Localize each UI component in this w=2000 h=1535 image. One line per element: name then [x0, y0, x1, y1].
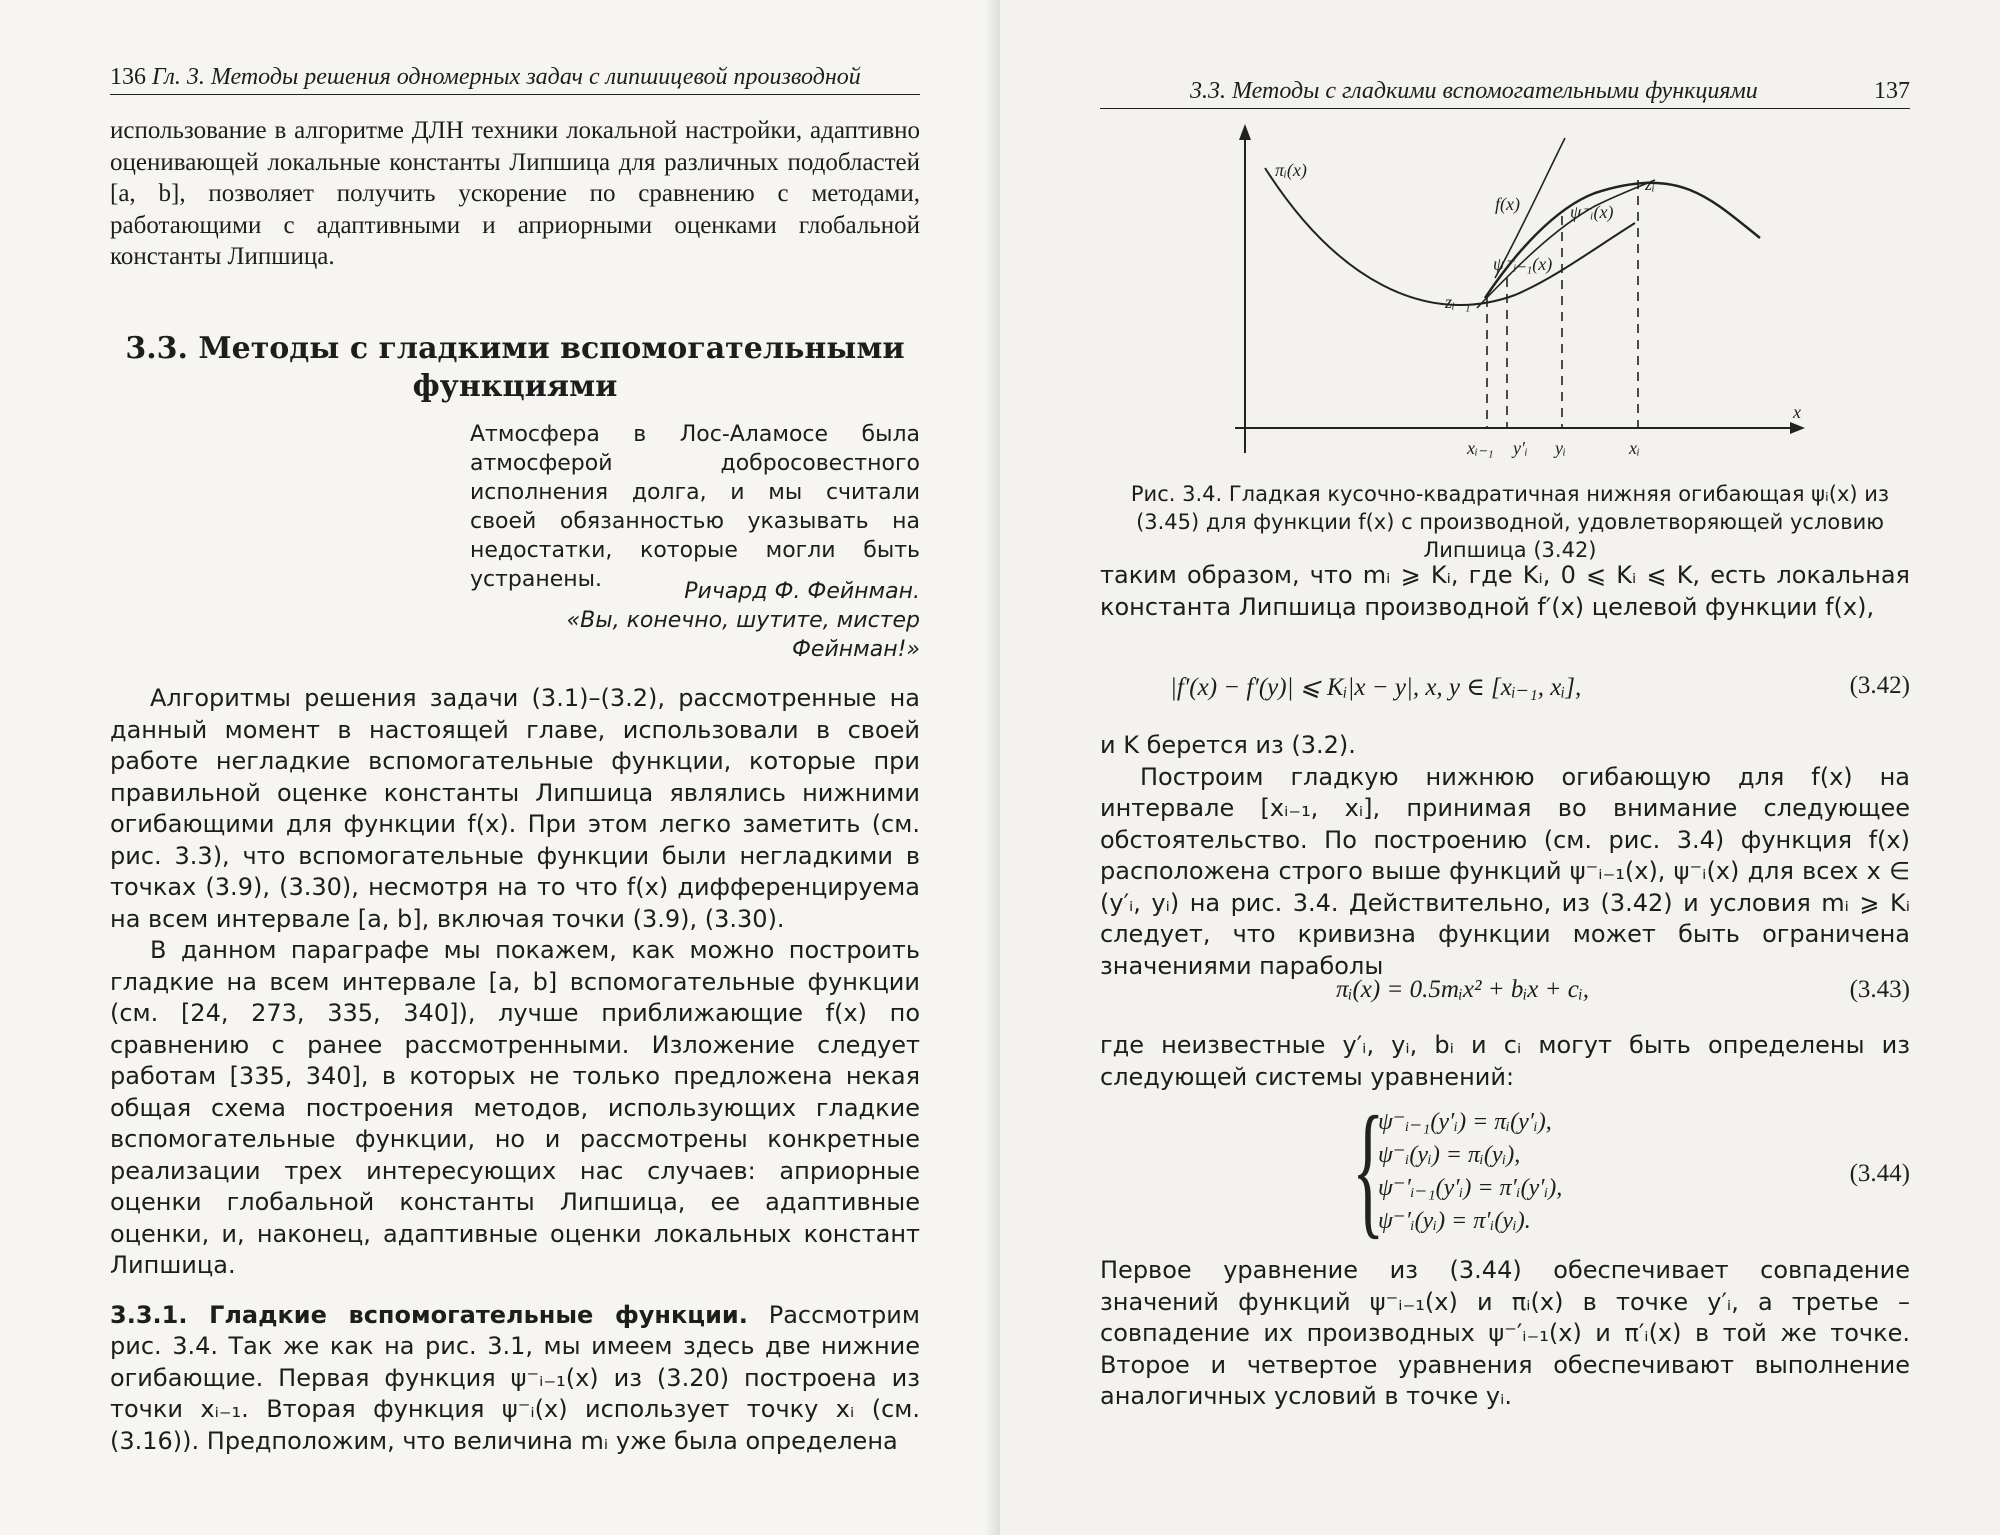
intro-paragraph-block [110, 115, 920, 273]
right-page-number: 137 [1874, 78, 1910, 104]
equation-3-44-number: (3.44) [1849, 1160, 1910, 1187]
label-psi-i: ψ⁻ᵢ(x) [1570, 202, 1614, 222]
system-line-1: ψ⁻ᵢ₋₁(y′ᵢ) = πᵢ(y′ᵢ), [1378, 1109, 1552, 1135]
epigraph: Атмосфера в Лос-Аламосе была атмосферой добросовестного исполнения долга, и мы считали своей обязанностью указывать на недостатки, которые могли быть устранены. [470, 422, 920, 592]
right-paragraph-2: и K берется из (3.2). [1100, 731, 1356, 759]
equation-system-3-44 [1378, 1106, 1562, 1238]
system-line-4: ψ⁻′ᵢ(yᵢ) = π′ᵢ(yᵢ). [1378, 1208, 1531, 1234]
label-x-i: xᵢ [1629, 438, 1640, 458]
x-axis-arrow [1790, 422, 1805, 434]
equation-3-43-number: (3.43) [1849, 976, 1910, 1003]
subsection-title: 3.3.1. Гладкие вспомогательные функции. [110, 1300, 748, 1329]
label-x-axis: x [1793, 402, 1801, 422]
paragraph-1: Алгоритмы решения задачи (3.1)–(3.2), рассмотренные на данный момент в настоящей главе, использовали в своей работе негладкие вспомогательные функции, которые при правильной оценке константы Липшица являлись нижними огибающими для функции f(x). При этом легко заметить (см. рис. 3.3), что вспомогательные функции были негладкими в точках (3.9), (3.30), несмотря на то что f(x) дифференцируема на всем интервале [a, b], включая точки (3.9), (3.30). [110, 684, 920, 933]
left-page-number: 136 [110, 64, 146, 90]
parabola-curve [1265, 168, 1635, 305]
label-f: f(x) [1495, 194, 1520, 214]
label-pi: πᵢ(x) [1275, 160, 1307, 180]
right-running-header [1100, 78, 1910, 109]
left-header-title: Гл. 3. Методы решения одномерных задач с липшицевой производной [152, 64, 861, 90]
section-title: 3.3. Методы с гладкими вспомогательными функциями [125, 331, 905, 404]
right-paragraph-3: Построим гладкую нижнюю огибающую для f(x) на интервале [xᵢ₋₁, xᵢ], принимая во внимание следующее обстоятельство. По построению (см. рис. 3.4) функция f(x) расположена строго выше функций ψ⁻ᵢ₋₁(x), ψ⁻ᵢ(x) для всех x ∈ (y′ᵢ, yᵢ) на рис. 3.4. Действительно, из (3.42) и условия mᵢ ⩾ Kᵢ следует, что кривизна функции может быть ограничена значениями параболы [1100, 762, 1910, 980]
equation-3-43-body: πᵢ(x) = 0.5mᵢx² + bᵢx + cᵢ, [1336, 976, 1590, 1003]
system-line-2: ψ⁻ᵢ(yᵢ) = πᵢ(yᵢ), [1378, 1142, 1521, 1168]
system-brace: { [1352, 1086, 1385, 1252]
right-paragraph-4-block [1100, 1030, 1910, 1093]
right-paragraph-5: Первое уравнение из (3.44) обеспечивает совпадение значений функций ψ⁻ᵢ₋₁(x) и πᵢ(x) в точке y′ᵢ, а третье – совпадение их производных ψ⁻′ᵢ₋₁(x) и π′ᵢ(x) в той же точке. Второе и четвертое уравнения обеспечивают выполнение аналогичных условий в точке yᵢ. [1100, 1256, 1910, 1410]
intro-paragraph: использование в алгоритме ДЛН техники локальной настройки, адаптивно оценивающей локальные константы Липшица для различных подобластей [a, b], позволяет получить ускорение по сравнению с методами, работающими с адаптивными и априорными оценками глобальной константы Липшица. [110, 117, 920, 270]
equation-3-42 [1100, 672, 1910, 702]
label-y-prime: y′ᵢ [1513, 438, 1528, 458]
label-z-i: zᵢ [1645, 174, 1655, 194]
paragraph-2: В данном параграфе мы покажем, как можно построить гладкие на всем интервале [a, b] вспомогательные функции (см. [24, 273, 335, 340]), лучше приближающие f(x) по сравнению с ранее рассмотренными. Изложение следует работам [335, 340], в которых не только предложена некая общая схема построения методов, использующих гладкие вспомогательные функции, но и рассмотрены конкретные реализации трех интересующих нас случаев: априорные оценки глобальной константы Липшица, ее адаптивные оценки, и, наконец, адаптивные оценки локальных констант Липшица. [110, 936, 920, 1279]
main-text-block [110, 683, 920, 1457]
figure-3-4 [1215, 118, 1815, 476]
right-paragraph-5-block [1100, 1255, 1910, 1413]
left-running-header [110, 64, 920, 95]
figure-caption: Рис. 3.4. Гладкая кусочно-квадратичная нижняя огибающая ψᵢ(x) из (3.45) для функции f(x) с производной, удовлетворяющей условию Липшица (3.42) [1130, 482, 1890, 562]
paragraph-3: Рассмотрим рис. 3.4. Так же как на рис. 3.1, мы имеем здесь две нижние огибающие. Первая функция ψ⁻ᵢ₋₁(x) из (3.20) построена из точки xᵢ₋₁. Вторая функция ψ⁻ᵢ(x) использует точку xᵢ (см. (3.16)). Предположим, что величина mᵢ уже была определена [110, 1300, 920, 1455]
equation-3-42-body: |f′(x) − f′(y)| ⩽ Kᵢ|x − y|, x, y ∈ [xᵢ₋₁, xᵢ], [1170, 674, 1582, 701]
epigraph-attribution [470, 577, 920, 664]
label-z-im1: zᵢ₋₁ [1445, 292, 1471, 312]
right-paragraph-1: таким образом, что mᵢ ⩾ Kᵢ, где Kᵢ, 0 ⩽ Kᵢ ⩽ K, есть локальная константа Липшица производной f′(x) целевой функции f(x), [1100, 561, 1910, 621]
paragraph-3-wrap [110, 1300, 920, 1458]
right-header-title: 3.3. Методы с гладкими вспомогательными функциями [1190, 78, 1758, 104]
label-psi-im1: ψ⁻ᵢ₋₁(x) [1493, 254, 1553, 274]
system-line-3: ψ⁻′ᵢ₋₁(y′ᵢ) = π′ᵢ(y′ᵢ), [1378, 1175, 1563, 1201]
epigraph-book: «Вы, конечно, шутите, мистер Фейнман!» [566, 608, 920, 662]
right-paragraph-4: где неизвестные y′ᵢ, yᵢ, bᵢ и cᵢ могут быть определены из следующей системы уравнений: [1100, 1031, 1910, 1091]
function-curve [1485, 183, 1760, 298]
label-x-im1: xᵢ₋₁ [1467, 438, 1494, 458]
epigraph-author: Ричард Ф. Фейнман. [684, 579, 920, 604]
equation-3-42-number: (3.42) [1849, 672, 1910, 699]
label-y-i: yᵢ [1555, 438, 1566, 458]
right-paragraph-1-block [1100, 560, 1910, 623]
right-text-block [1100, 730, 1910, 982]
y-axis-arrow [1239, 124, 1251, 140]
equation-3-43 [1100, 976, 1910, 1004]
